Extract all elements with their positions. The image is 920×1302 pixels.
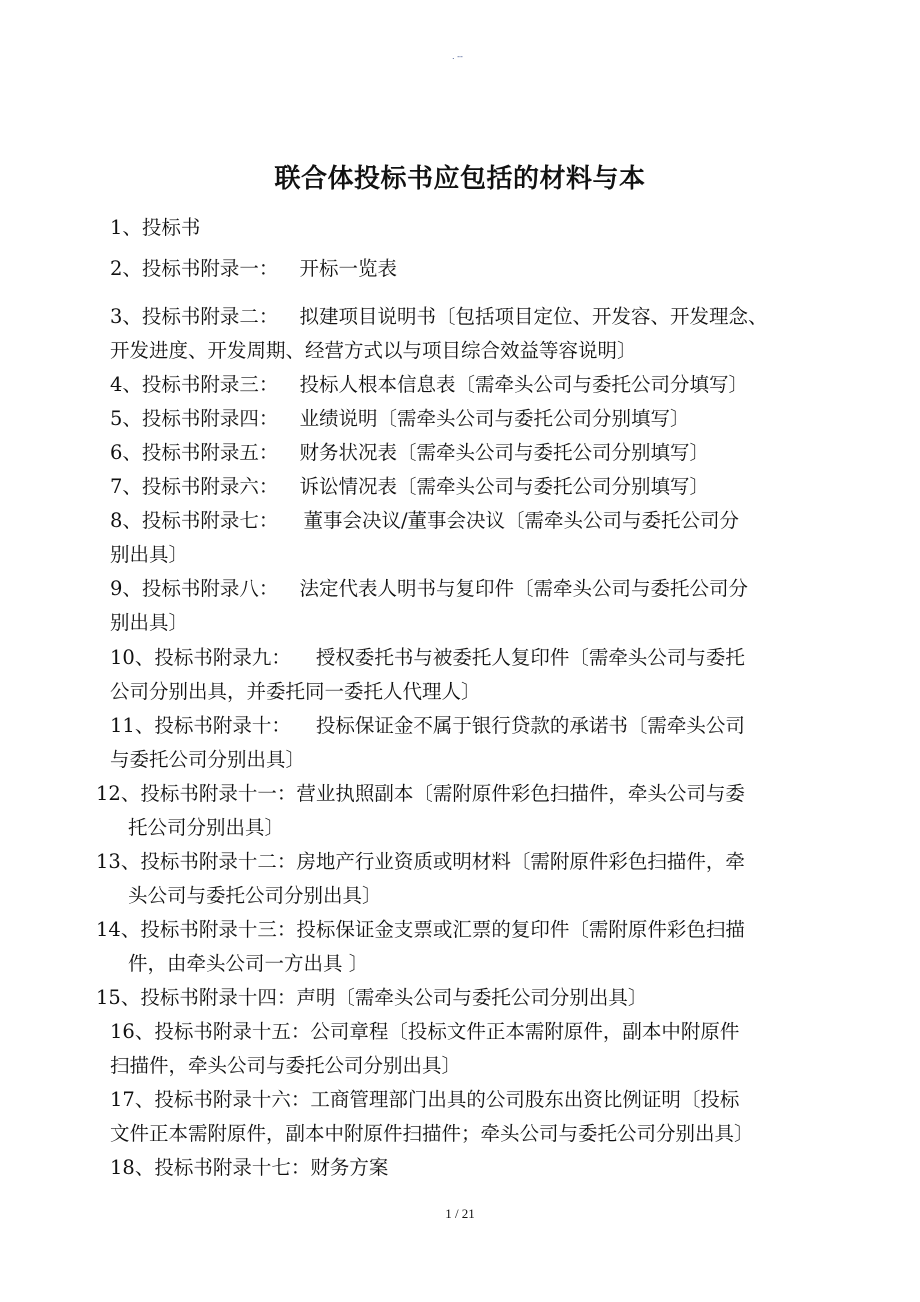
item-description: 董事会决议/董事会决议〔需牵头公司与委托公司分 — [303, 509, 740, 532]
item-label: 投标书附录十三： — [140, 918, 297, 941]
list-item — [110, 300, 767, 334]
item-number: 13、 — [96, 850, 141, 873]
list-item-continuation: 开发进度、开发周期、经营方式以与项目综合效益等容说明〕 — [110, 339, 637, 362]
page-number: 1 / 21 — [445, 1206, 475, 1221]
item-label: 投标书附录二： — [141, 305, 279, 328]
list-item — [110, 252, 397, 286]
item-description: 声明〔需牵头公司与委托公司分别出具〕 — [296, 986, 648, 1009]
item-number: 17、 — [110, 1088, 155, 1111]
list-item-continuation: 别出具〕 — [110, 543, 189, 566]
list-item-continuation: 扫描件，牵头公司与委托公司分别出具〕 — [110, 1054, 462, 1077]
item-label: 投标书 — [141, 216, 201, 239]
item-label: 投标书附录五： — [141, 441, 279, 464]
list-item — [96, 845, 745, 879]
item-number: 16、 — [110, 1020, 155, 1043]
item-label: 投标书附录十一： — [140, 782, 297, 805]
item-description: 公司章程〔投标文件正本需附原件，副本中附原件 — [310, 1020, 740, 1043]
list-item — [96, 913, 745, 947]
list-item — [110, 211, 200, 245]
item-number: 8、 — [110, 509, 142, 532]
list-item — [96, 981, 647, 1015]
list-item — [110, 470, 709, 504]
list-item — [110, 436, 709, 470]
item-description: 业绩说明〔需牵头公司与委托公司分别填写〕 — [299, 407, 690, 430]
item-number: 9、 — [110, 577, 142, 600]
list-item-continuation: 托公司分别出具〕 — [128, 816, 285, 839]
item-label: 投标书附录十六： — [154, 1088, 311, 1111]
document-title: 联合体投标书应包括的材料与本 — [274, 164, 646, 194]
item-description: 投标人根本信息表〔需牵头公司与委托公司分填写〕 — [299, 373, 748, 396]
list-item — [96, 777, 745, 811]
item-number: 14、 — [96, 918, 141, 941]
item-label: 投标书附录八： — [141, 577, 279, 600]
item-label: 投标书附录九： — [154, 646, 291, 669]
item-description: 开标一览表 — [299, 257, 397, 280]
item-description: 投标保证金不属于银行贷款的承诺书〔需牵头公司 — [315, 714, 745, 737]
list-item — [110, 1151, 388, 1185]
item-description: 诉讼情况表〔需牵头公司与委托公司分别填写〕 — [299, 475, 709, 498]
list-item-continuation: 公司分别出具，并委托同一委托人代理人〕 — [110, 680, 481, 703]
list-item-continuation: 头公司与委托公司分别出具〕 — [128, 884, 382, 907]
item-label: 投标书附录十： — [154, 714, 291, 737]
list-item — [110, 641, 745, 675]
item-description: 营业执照副本〔需附原件彩色扫描件，牵头公司与委 — [296, 782, 745, 805]
list-item-continuation: 与委托公司分别出具〕 — [110, 748, 306, 771]
item-label: 投标书附录六： — [141, 475, 279, 498]
item-description: 房地产行业资质或明材料〔需附原件彩色扫描件，牵 — [296, 850, 745, 873]
item-description: 工商管理部门出具的公司股东出资比例证明〔投标 — [310, 1088, 740, 1111]
item-number: 4、 — [110, 373, 142, 396]
item-number: 6、 — [110, 441, 142, 464]
item-description: 投标保证金支票或汇票的复印件〔需附原件彩色扫描 — [296, 918, 745, 941]
list-item — [110, 368, 748, 402]
item-label: 投标书附录十四： — [140, 986, 297, 1009]
item-description: 财务方案 — [310, 1156, 389, 1179]
header-mark: . -- — [452, 52, 463, 61]
list-item — [110, 504, 739, 538]
item-number: 12、 — [96, 782, 141, 805]
item-label: 投标书附录十二： — [140, 850, 297, 873]
list-item-continuation: 件，由牵头公司一方出具 〕 — [128, 952, 369, 975]
item-number: 15、 — [96, 986, 141, 1009]
item-label: 投标书附录四： — [141, 407, 279, 430]
item-number: 11、 — [110, 714, 155, 737]
item-label: 投标书附录三： — [141, 373, 279, 396]
list-item — [110, 572, 748, 606]
item-number: 3、 — [110, 305, 142, 328]
item-description: 授权委托书与被委托人复印件〔需牵头公司与委托 — [315, 646, 745, 669]
list-item — [110, 1015, 739, 1049]
list-item-continuation: 别出具〕 — [110, 611, 189, 634]
list-item — [110, 709, 745, 743]
item-number: 10、 — [110, 646, 155, 669]
item-description: 拟建项目说明书〔包括项目定位、开发容、开发理念、 — [299, 305, 768, 328]
list-item — [110, 1083, 739, 1117]
item-description: 法定代表人明书与复印件〔需牵头公司与委托公司分 — [299, 577, 748, 600]
item-number: 2、 — [110, 257, 142, 280]
item-number: 18、 — [110, 1156, 155, 1179]
item-label: 投标书附录一： — [141, 257, 279, 280]
list-item — [110, 402, 689, 436]
item-number: 1、 — [110, 216, 142, 239]
list-item-continuation: 文件正本需附原件，副本中附原件扫描件；牵头公司与委托公司分别出具〕 — [110, 1122, 754, 1145]
item-number: 7、 — [110, 475, 142, 498]
item-number: 5、 — [110, 407, 142, 430]
item-label: 投标书附录十七： — [154, 1156, 311, 1179]
item-label: 投标书附录十五： — [154, 1020, 311, 1043]
item-label: 投标书附录七： — [141, 509, 279, 532]
item-description: 财务状况表〔需牵头公司与委托公司分别填写〕 — [299, 441, 709, 464]
